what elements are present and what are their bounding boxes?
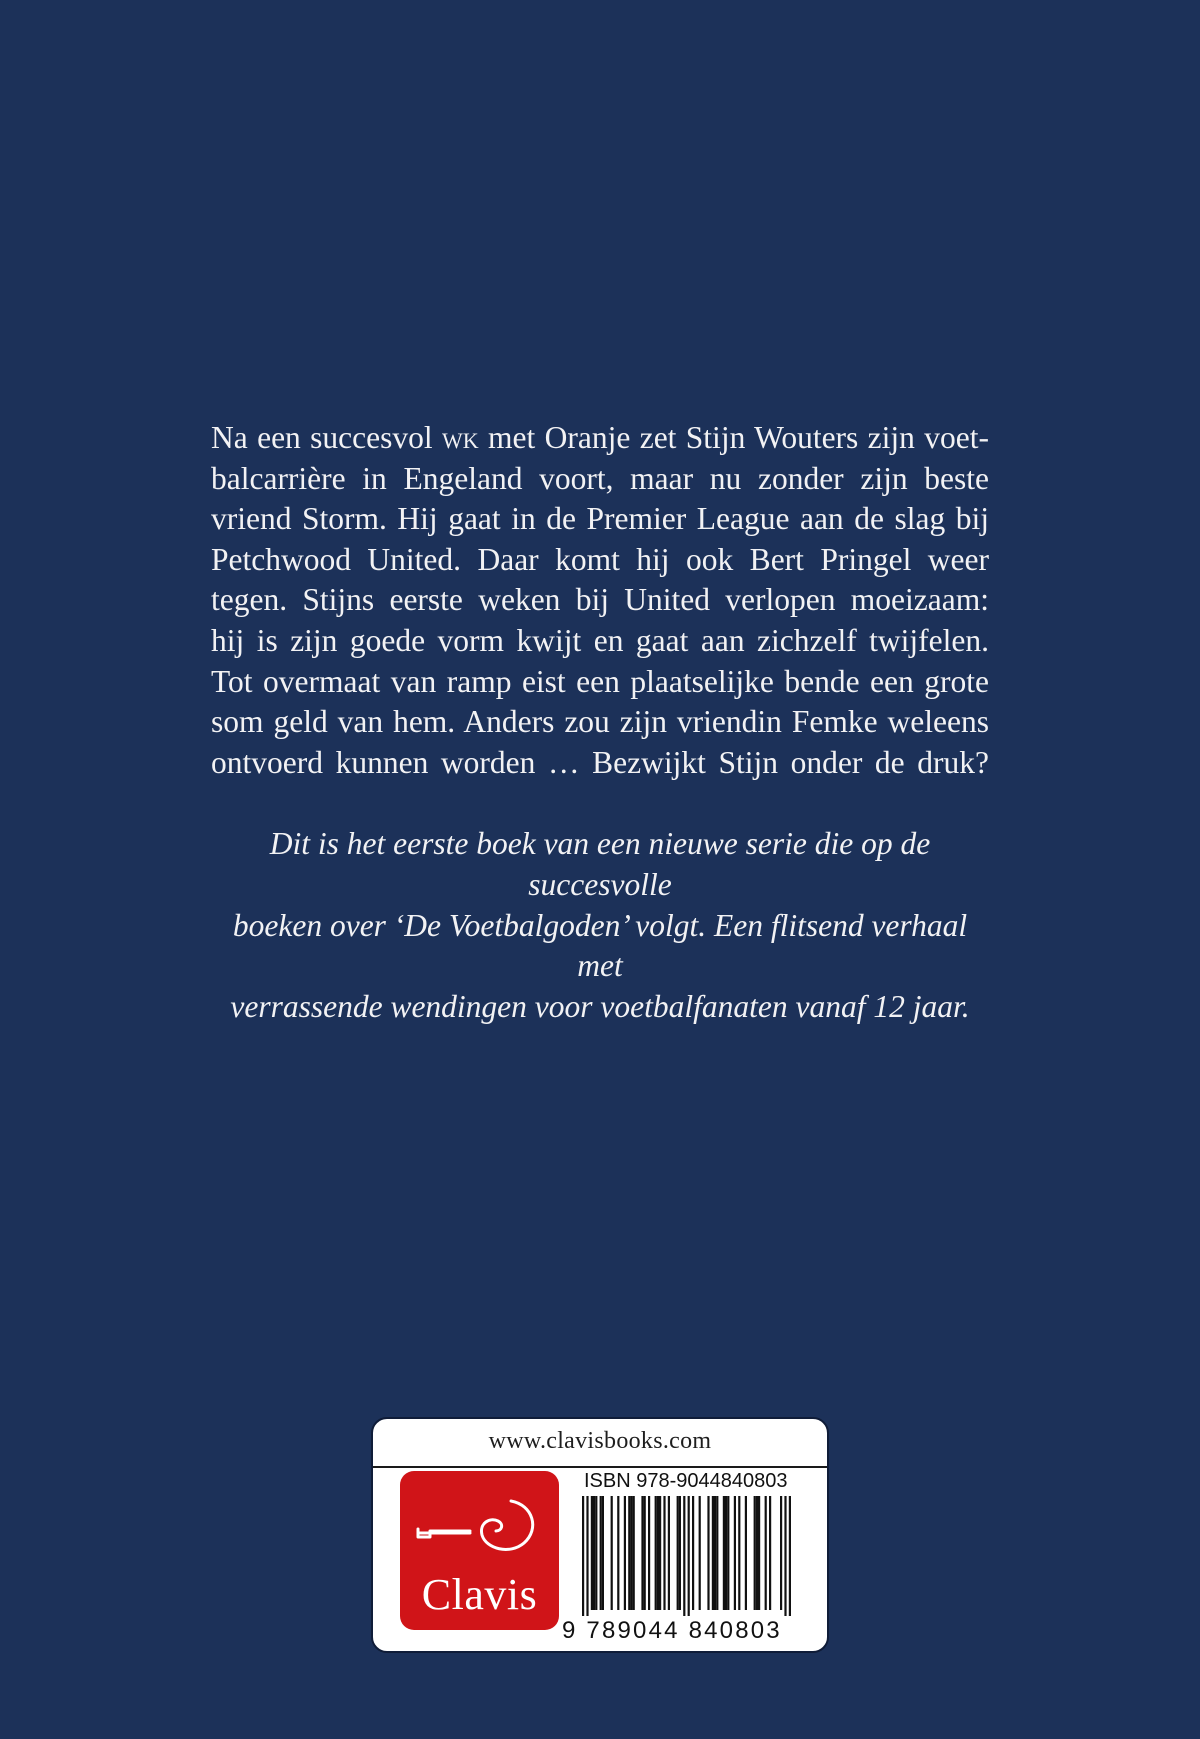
barcode-bar	[593, 1496, 595, 1610]
series-note	[211, 824, 989, 1027]
barcode-bar	[745, 1496, 747, 1610]
note-line: boeken over ‘De Voetbalgoden’ volgt. Een flitsend verhaal met	[232, 907, 968, 984]
barcode-bar	[707, 1496, 709, 1610]
barcode-bar	[628, 1496, 630, 1610]
barcode-bar	[644, 1496, 646, 1610]
barcode-bar	[633, 1496, 635, 1610]
barcode-bar	[655, 1496, 657, 1610]
barcode-bar	[624, 1496, 626, 1610]
barcode-bar	[758, 1496, 760, 1610]
barcode-bar	[754, 1496, 756, 1610]
back-cover-blurb	[211, 418, 989, 1027]
barcode-bar	[699, 1496, 701, 1610]
barcode-bar	[611, 1496, 613, 1610]
publisher-url: www.clavisbooks.com	[488, 1428, 712, 1454]
barcode-bar	[765, 1496, 767, 1610]
barcode-bar	[600, 1496, 602, 1610]
summary-line: Tot overmaat van ramp eist een plaatselijke bende een grote	[211, 663, 989, 699]
barcode-bar	[725, 1496, 727, 1610]
barcode-bar	[630, 1496, 632, 1610]
barcode-bar	[657, 1496, 659, 1610]
summary-line: tegen. Stijns eerste weken bij United verlopen moeizaam:	[211, 582, 989, 618]
barcode-bar	[738, 1496, 740, 1610]
barcode-bar	[784, 1496, 786, 1616]
barcode-bar	[663, 1496, 665, 1610]
barcode-bar	[716, 1496, 718, 1610]
barcode-bar	[679, 1496, 681, 1610]
barcode-bar	[789, 1496, 791, 1616]
barcode-bar	[677, 1496, 679, 1610]
barcode-bar	[712, 1496, 714, 1610]
barcode-bar	[586, 1496, 588, 1616]
note-line: verrassende wendingen voor voetbalfanaten vanaf 12 jaar.	[230, 988, 970, 1024]
summary-line: Na een succesvol wk met Oranje zet Stijn Wouters zijn voet-	[211, 420, 989, 455]
summary-paragraph	[211, 418, 989, 783]
barcode-bar	[648, 1496, 650, 1610]
barcode-bar	[659, 1496, 661, 1610]
clavis-wordmark: Clavis	[421, 1570, 538, 1619]
barcode-bar	[723, 1496, 725, 1610]
clavis-logo	[400, 1471, 559, 1630]
barcode-bar	[756, 1496, 758, 1610]
label-divider	[373, 1466, 827, 1468]
barcode-bar	[780, 1496, 782, 1610]
barcode-bar	[641, 1496, 643, 1610]
note-line: Dit is het eerste boek van een nieuwe serie die op de succesvolle	[269, 826, 931, 902]
barcode-bar	[769, 1496, 771, 1610]
publisher-barcode-label	[371, 1417, 829, 1653]
summary-line: som geld van hem. Anders zou zijn vriendin Femke weleens	[211, 704, 989, 740]
summary-line: vriend Storm. Hij gaat in de Premier League aan de slag bij	[211, 501, 989, 537]
barcode-bar	[591, 1496, 593, 1610]
isbn-text: ISBN 978-9044840803	[584, 1470, 788, 1492]
barcode-bar	[595, 1496, 597, 1610]
barcode-bar	[727, 1496, 729, 1610]
summary-line: ontvoerd kunnen worden … Bezwijkt Stijn onder de druk?	[211, 744, 989, 780]
barcode-bar	[734, 1496, 736, 1610]
barcode-bar	[582, 1496, 584, 1616]
barcode-bar	[692, 1496, 694, 1610]
barcode	[582, 1496, 804, 1616]
barcode-bar	[714, 1496, 716, 1610]
barcode-bar	[683, 1496, 685, 1616]
summary-line: hij is zijn goede vorm kwijt en gaat aan zichzelf twijfelen.	[211, 622, 989, 658]
summary-line: Petchwood United. Daar komt hij ook Bert Pringel weer	[211, 541, 989, 577]
barcode-bar	[617, 1496, 619, 1610]
wk-abbreviation: wk	[442, 420, 479, 455]
barcode-bar	[688, 1496, 690, 1616]
barcode-bar	[602, 1496, 604, 1610]
barcode-bar	[668, 1496, 670, 1610]
summary-line: balcarrière in Engeland voort, maar nu zonder zijn beste	[211, 460, 989, 496]
barcode-digits: 9 789044 840803	[562, 1617, 782, 1644]
